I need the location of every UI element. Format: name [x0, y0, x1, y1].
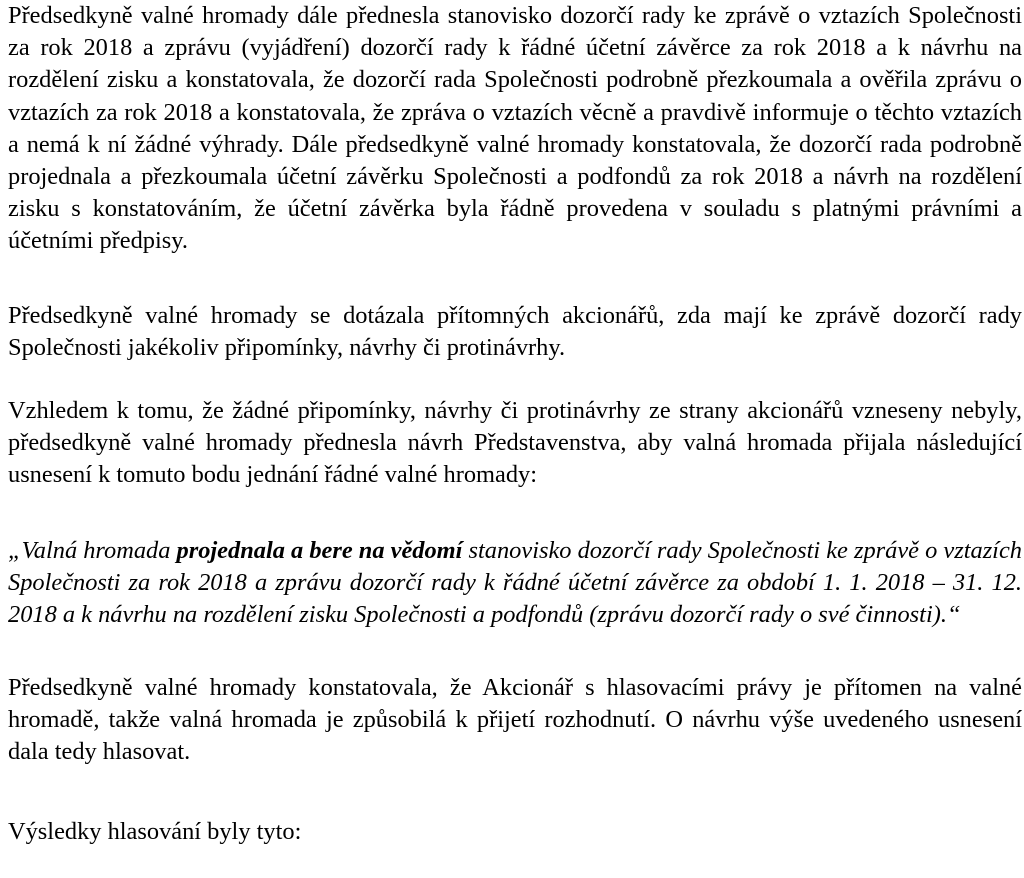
paragraph-supervisory-board-opinion: Předsedkyně valné hromady dále přednesla stanovisko dozorčí rady ke zprávě o vztazích Společnosti za rok 2018 a zprávu (vyjádření) dozorčí rady k řádné účetní závěrce za rok 2018 a k návrhu na rozdělení zisku a konstatovala, že dozorčí rada Společnosti podrobně přezkoumala a ověřila zprávu o vztazích za rok 2018 a konstatovala, že zpráva o vztazích věcně a pravdivě informuje o těchto vztazích a nemá k ní žádné výhrady. Dále předsedkyně valné hromady konstatovala, že dozorčí rada podrobně projednala a přezkoumala účetní závěrku Společnosti a podfondů za rok 2018 a návrh na rozdělení zisku s konstatováním, že účetní závěrka byla řádně provedena v souladu s platnými právními a účetními předpisy.: [8, 2, 1022, 255]
resolution-bold-phrase: projednala a bere na vědomí: [176, 537, 463, 564]
paragraph-quorum-statement: Předsedkyně valné hromady konstatovala, že Akcionář s hlasovacími právy je přítomen na valné hromadě, takže valná hromada je způsobilá k přijetí rozhodnutí. O návrhu výše uvedeného usnesení dala tedy hlasovat.: [8, 674, 1022, 766]
resolution-close-quote: “: [946, 601, 961, 629]
resolution-part-2: stanovisko dozorčí rady Společnosti ke zprávě o vztazích Společnosti za rok 2018 a zprávu dozorčí rady k řádné účetní závěrce za období 1. 1. 2018 – 31. 12. 2018 a k návrhu na rozdělení zisku Společnosti a podfondů (zprávu dozorčí rady o své činnosti).: [8, 537, 1022, 629]
resolution-text: [8, 535, 1022, 632]
paragraph-question-to-shareholders: Předsedkyně valné hromady se dotázala přítomných akcionářů, zda mají ke zprávě dozorčí rady Společnosti jakékoliv připomínky, návrhy či protinávrhy.: [8, 302, 1022, 362]
resolution-part-1: Valná hromada: [21, 537, 177, 564]
paragraph-voting-results-heading: Výsledky hlasování byly tyto:: [8, 818, 302, 845]
resolution-open-quote: „: [8, 537, 22, 564]
paragraph-board-proposal: Vzhledem k tomu, že žádné připomínky, návrhy či protinávrhy ze strany akcionářů vzneseny nebyly, předsedkyně valné hromady přednesla návrh Představenstva, aby valná hromada přijala následující usnesení k tomuto bodu jednání řádné valné hromady:: [8, 397, 1022, 489]
